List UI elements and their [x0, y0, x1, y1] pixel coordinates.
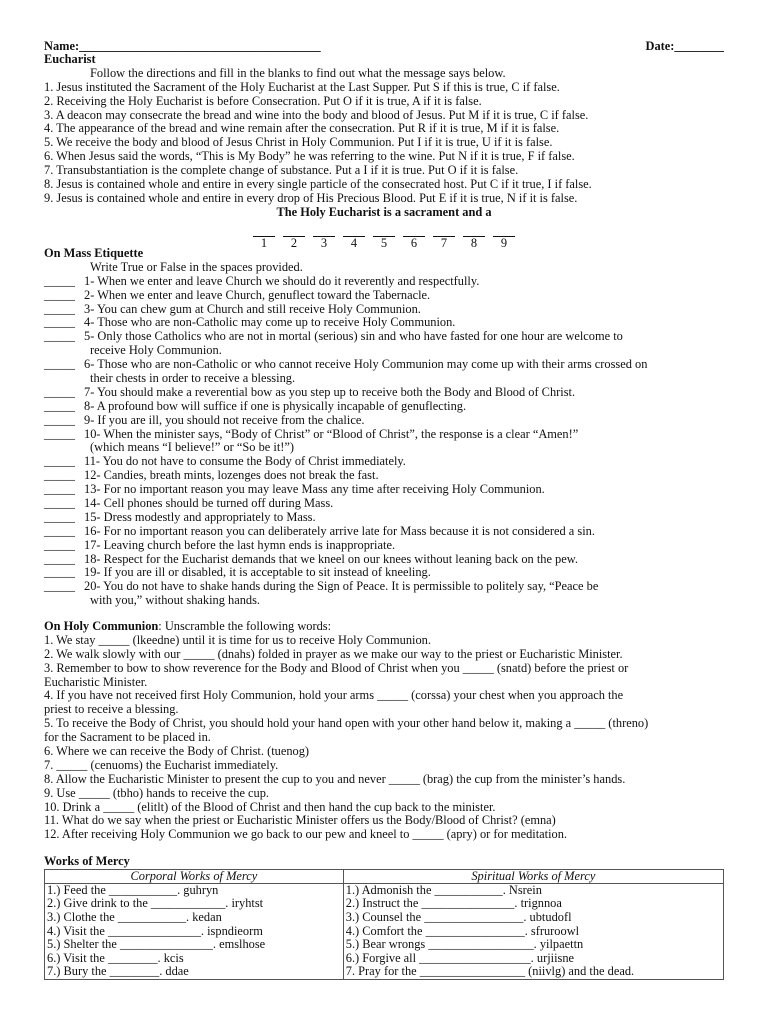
etiquette-line: [44, 303, 724, 317]
etiquette-line: [44, 525, 724, 539]
statement-text: 1- When we enter and leave Church we should do it reverently and respectfully.: [84, 273, 480, 288]
statement-text: 11- You do not have to consume the Body of Christ immediately.: [84, 454, 406, 469]
true-false-blank[interactable]: _____: [44, 579, 75, 594]
statement-text: 3- You can chew gum at Church and still receive Holy Communion.: [84, 301, 421, 316]
true-false-blank[interactable]: _____: [44, 412, 75, 427]
statement-text: 17- Leaving church before the last hymn ends is inappropriate.: [84, 537, 396, 552]
etiquette-line: [44, 414, 724, 428]
header: [44, 40, 724, 54]
true-false-blank[interactable]: _____: [44, 496, 75, 511]
etiquette-item: [44, 553, 724, 567]
etiquette-line: [44, 330, 724, 344]
etiquette-item: [44, 330, 724, 358]
etiquette-item: [44, 275, 724, 289]
blank-number: 2: [290, 235, 298, 250]
etiquette-section: [44, 247, 724, 608]
statement-text: 20- You do not have to shake hands during the Sign of Peace. It is permissible to politely say, “Peace be: [84, 579, 599, 594]
etiquette-line: [44, 553, 724, 567]
etiquette-item: [44, 386, 724, 400]
spiritual-work: 2.) Instruct the _______________. trignnoa: [345, 896, 562, 911]
blank-number: 5: [380, 235, 388, 250]
etiquette-item: [44, 511, 724, 525]
etiquette-item: [44, 400, 724, 414]
etiquette-line: receive Holy Communion.: [90, 343, 222, 358]
etiquette-line: [44, 275, 724, 289]
etiquette-line: [44, 289, 724, 303]
blank-number: 4: [350, 235, 358, 250]
true-false-blank[interactable]: _____: [44, 384, 75, 399]
unscramble-line: for the Sacrament to be placed in.: [44, 730, 211, 745]
etiquette-item: [44, 483, 724, 497]
etiquette-line: [44, 386, 724, 400]
date-field[interactable]: Date:________: [645, 39, 724, 53]
unscramble-line: 2. We walk slowly with our _____ (dnahs) folded in prayer as we make our way to the priest or Eucharistic Minister.: [44, 646, 623, 661]
eucharist-section: [44, 53, 724, 250]
true-false-blank[interactable]: _____: [44, 468, 75, 483]
corporal-work: 2.) Give drink to the ____________. iryhtst: [47, 896, 264, 911]
statement-text: 10- When the minister says, “Body of Christ” or “Blood of Christ”, the response is a clear “Amen!”: [84, 426, 579, 441]
section-title: Works of Mercy: [44, 854, 130, 868]
unscramble-line: 7. _____ (cenuoms) the Eucharist immediately.: [44, 757, 279, 772]
statement-text: 8- A profound bow will suffice if one is physically incapable of genuflecting.: [84, 398, 467, 413]
unscramble-line: 6. Where we can receive the Body of Christ. (tuenog): [44, 744, 310, 759]
etiquette-line: with you,” without shaking hands.: [90, 593, 261, 608]
unscramble-line: 10. Drink a _____ (elitlt) of the Blood of Christ and then hand the cup back to the minister.: [44, 799, 496, 814]
unscramble-line: 11. What do we say when the priest or Eucharistic Minister offers us the Body/Blood of Christ? (emna): [44, 813, 556, 828]
etiquette-line: their chests in order to receive a blessing.: [90, 371, 296, 386]
blank-number: 8: [470, 235, 478, 250]
corporal-work: 7.) Bury the ________. ddae: [47, 964, 189, 979]
section-title: Eucharist: [44, 52, 96, 66]
blank-number: 9: [500, 235, 508, 250]
true-false-blank[interactable]: _____: [44, 287, 75, 302]
true-false-blank[interactable]: _____: [44, 537, 75, 552]
statement-text: 7- You should make a reverential bow as you step up to receive both the Body and Blood of Christ.: [84, 384, 576, 399]
statement-text: 5- Only those Catholics who are not in mortal (serious) sin and who have fasted for one hour are welcome to: [84, 329, 623, 344]
true-false-blank[interactable]: _____: [44, 398, 75, 413]
etiquette-line: [44, 455, 724, 469]
spiritual-work: 6.) Forgive all __________________. urjiisne: [345, 950, 575, 965]
corporal-work: 6.) Visit the ________. kcis: [47, 950, 184, 965]
question-item: 1. Jesus instituted the Sacrament of the Holy Eucharist at the Last Supper. Put S if this is true, C if false.: [44, 79, 560, 94]
question-item: 5. We receive the body and blood of Jesus Christ in Holy Communion. Put I if it is true, U if it is false.: [44, 135, 553, 150]
question-item: 3. A deacon may consecrate the bread and wine into the body and blood of Jesus. Put M if it is true, C if false.: [44, 107, 589, 122]
true-false-blank[interactable]: _____: [44, 315, 75, 330]
question-item: 7. Transubstantiation is the complete change of substance. Put a I if it is true. Put O if it is false.: [44, 163, 519, 178]
etiquette-line: [44, 539, 724, 553]
true-false-blank[interactable]: _____: [44, 565, 75, 580]
etiquette-item: [44, 455, 724, 469]
corporal-header: Corporal Works of Mercy: [45, 869, 344, 883]
statement-text: 19- If you are ill or disabled, it is acceptable to sit instead of kneeling.: [84, 565, 431, 580]
question-item: 4. The appearance of the bread and wine remain after the consecration. Put R if it is true, M if it is false.: [44, 121, 560, 136]
etiquette-item: [44, 497, 724, 511]
true-false-blank[interactable]: _____: [44, 357, 75, 372]
statement-text: 16- For no important reason you can deliberately arrive late for Mass because it is not considered a sin.: [84, 523, 595, 538]
true-false-blank[interactable]: _____: [44, 454, 75, 469]
question-item: 2. Receiving the Holy Eucharist is before Consecration. Put O if it is true, A if it is false.: [44, 93, 482, 108]
true-false-blank[interactable]: _____: [44, 551, 75, 566]
true-false-blank[interactable]: _____: [44, 301, 75, 316]
message-puzzle: [44, 220, 724, 250]
spiritual-work: 3.) Counsel the ________________. ubtudofl: [345, 910, 572, 925]
etiquette-line: [44, 483, 724, 497]
corporal-work: 5.) Shelter the _______________. emslhose: [47, 937, 266, 952]
unscramble-line: 12. After receiving Holy Communion we go back to our pew and kneel to _____ (apry) or for meditation.: [44, 827, 568, 842]
question-item: 6. When Jesus said the words, “This is My Body” he was referring to the wine. Put N if it is true, F if false.: [44, 149, 575, 164]
spiritual-work: 5.) Bear wrongs _________________. yilpaettn: [345, 937, 584, 952]
spiritual-work: 1.) Admonish the ___________. Nsrein: [345, 882, 542, 897]
unscramble-line: 4. If you have not received first Holy Communion, hold your arms _____ (corssa) your chest when you approach the: [44, 688, 624, 703]
spiritual-work: 7. Pray for the _________________ (niivlg) and the dead.: [345, 964, 635, 979]
etiquette-item: [44, 469, 724, 483]
etiquette-item: [44, 358, 724, 386]
statement-text: 15- Dress modestly and appropriately to Mass.: [84, 509, 316, 524]
blank-number: 7: [440, 235, 448, 250]
unscramble-line: 3. Remember to bow to show reverence for the Body and Blood of Christ when you _____ (snatd) before the priest or: [44, 660, 629, 675]
statement-text: 2- When we enter and leave Church, genuflect toward the Tabernacle.: [84, 287, 431, 302]
unscramble-line: 9. Use _____ (tbho) hands to receive the cup.: [44, 785, 270, 800]
message-title: The Holy Eucharist is a sacrament and a: [276, 204, 492, 219]
true-false-blank[interactable]: _____: [44, 509, 75, 524]
unscramble-line: 5. To receive the Body of Christ, you should hold your hand open with your other hand below it, making a _____ (threno): [44, 716, 649, 731]
true-false-blank[interactable]: _____: [44, 273, 75, 288]
name-field[interactable]: Name:_______________________________________: [44, 39, 321, 53]
statement-text: 13- For no important reason you may leave Mass any time after receiving Holy Communion.: [84, 482, 545, 497]
section-title: On Mass Etiquette: [44, 246, 144, 260]
corporal-work: 1.) Feed the ___________. guhryn: [47, 882, 219, 897]
statement-text: 9- If you are ill, you should not receive from the chalice.: [84, 412, 365, 427]
etiquette-item: [44, 289, 724, 303]
etiquette-item: [44, 539, 724, 553]
unscramble-line: 8. Allow the Eucharistic Minister to present the cup to you and never _____ (brag) the cup from the minister’s hands.: [44, 771, 626, 786]
etiquette-item: [44, 525, 724, 539]
mercy-section: [44, 855, 724, 980]
question-item: 9. Jesus is contained whole and entire in every drop of His Precious Blood. Put E if it is true, N if it is false.: [44, 190, 578, 205]
corporal-work: 3.) Clothe the ___________. kedan: [47, 910, 222, 925]
unscramble-line: 1. We stay _____ (lkeedne) until it is time for us to receive Holy Communion.: [44, 632, 431, 647]
etiquette-item: [44, 316, 724, 330]
statement-text: 4- Those who are non-Catholic may come up to receive Holy Communion.: [84, 315, 456, 330]
etiquette-item: [44, 428, 724, 456]
instructions: : Unscramble the following words:: [158, 619, 332, 633]
instructions: Follow the directions and fill in the blanks to find out what the message says below.: [90, 65, 506, 80]
blank-number: 6: [410, 235, 418, 250]
true-false-blank[interactable]: _____: [44, 482, 75, 497]
spiritual-work: 4.) Comfort the ________________. sfruroowl: [345, 923, 580, 938]
true-false-blank[interactable]: _____: [44, 329, 75, 344]
unscramble-line: Eucharistic Minister.: [44, 674, 148, 689]
etiquette-line: [44, 428, 724, 442]
etiquette-line: [44, 400, 724, 414]
etiquette-line: [44, 511, 724, 525]
etiquette-item: [44, 414, 724, 428]
etiquette-line: [44, 580, 724, 594]
etiquette-line: [44, 469, 724, 483]
spiritual-header: Spiritual Works of Mercy: [343, 869, 723, 883]
etiquette-line: [44, 316, 724, 330]
statement-text: 18- Respect for the Eucharist demands that we kneel on our knees without leaning back on the pew.: [84, 551, 578, 566]
etiquette-item: [44, 580, 724, 608]
blank-number: 1: [260, 235, 268, 250]
communion-section: [44, 620, 724, 842]
statement-text: 14- Cell phones should be turned off during Mass.: [84, 496, 334, 511]
etiquette-line: [44, 358, 724, 372]
etiquette-item: [44, 566, 724, 580]
unscramble-line: priest to receive a blessing.: [44, 702, 179, 717]
statement-text: 6- Those who are non-Catholic or who cannot receive Holy Communion may come up with their arms crossed on: [84, 357, 648, 372]
true-false-blank[interactable]: _____: [44, 426, 75, 441]
etiquette-line: [44, 566, 724, 580]
section-title: On Holy Communion: [44, 619, 159, 633]
corporal-work: 4.) Visit the _______________. ispndieorm: [47, 923, 263, 938]
true-false-blank[interactable]: _____: [44, 523, 75, 538]
works-of-mercy-table: [44, 869, 724, 980]
etiquette-line: (which means “I believe!” or “So be it!”): [90, 440, 295, 455]
blank-number: 3: [320, 235, 328, 250]
question-item: 8. Jesus is contained whole and entire in every single particle of the consecrated host. Put C if it true, I if false.: [44, 177, 592, 192]
instructions: Write True or False in the spaces provided.: [90, 259, 303, 274]
etiquette-item: [44, 303, 724, 317]
statement-text: 12- Candies, breath mints, lozenges does not break the fast.: [84, 468, 379, 483]
etiquette-line: [44, 497, 724, 511]
